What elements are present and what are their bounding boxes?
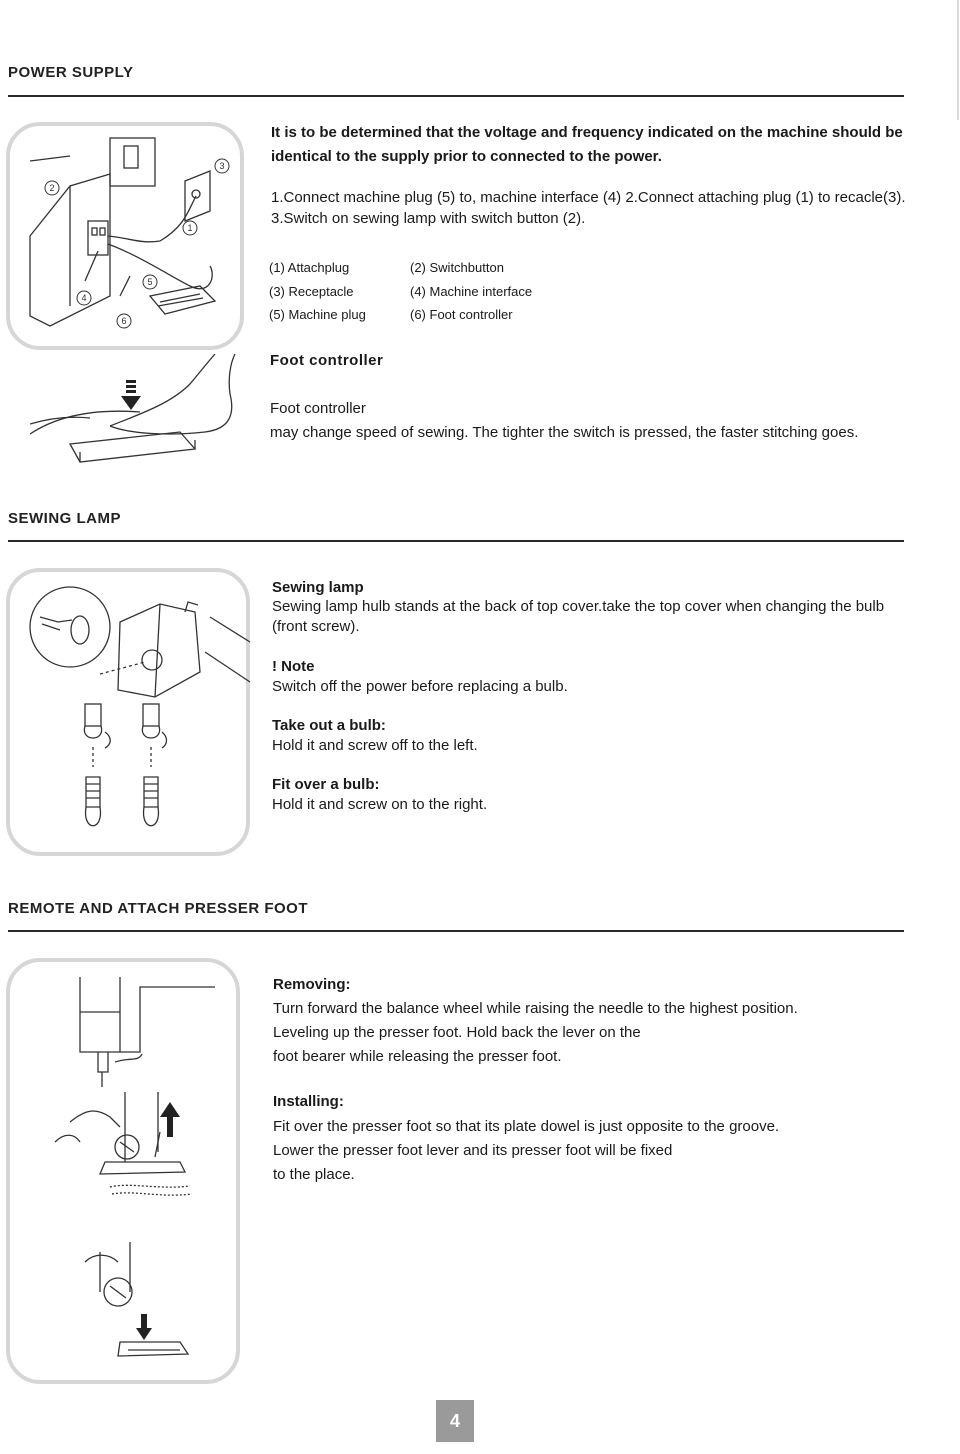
section-rule: [8, 95, 904, 97]
presser-foot-figure: [6, 958, 240, 1384]
installing-heading: Installing:: [273, 1093, 344, 1110]
callout-1: 1: [187, 223, 193, 233]
sewing-lamp-figure: [6, 568, 250, 856]
presser-foot-diagram: [10, 962, 244, 1388]
callout-4: 4: [81, 293, 87, 303]
callout-5: 5: [147, 277, 153, 287]
fit-heading: Fit over a bulb:: [272, 776, 380, 793]
part-label: (6) Foot controller: [410, 307, 513, 322]
removing-line-2: Leveling up the presser foot. Hold back the lever on the: [273, 1024, 641, 1041]
foot-controller-line1: Foot controller: [270, 400, 366, 417]
removing-line-3: foot bearer while releasing the presser foot.: [273, 1048, 562, 1065]
machine-plug-diagram: [10, 126, 248, 354]
foot-controller-figure: [30, 354, 244, 468]
presser-foot-title: REMOTE AND ATTACH PRESSER FOOT: [8, 900, 308, 917]
take-out-heading: Take out a bulb:: [272, 717, 386, 734]
part-label: (5) Machine plug: [269, 307, 366, 322]
section-rule: [8, 930, 904, 932]
installing-line-1: Fit over the presser foot so that its plate dowel is just opposite to the groove.: [273, 1118, 780, 1135]
callout-6: 6: [121, 316, 127, 326]
sewing-lamp-desc: Sewing lamp hulb stands at the back of top cover.take the top cover when changing the bulb (front screw).: [272, 598, 885, 635]
power-supply-title: POWER SUPPLY: [8, 64, 134, 81]
part-label: (2) Switchbutton: [410, 260, 504, 275]
callout-2: 2: [49, 183, 55, 193]
sewing-lamp-title: SEWING LAMP: [8, 510, 121, 527]
page-edge-line: [957, 0, 959, 120]
foot-pedal-illustration: [30, 354, 244, 468]
part-label: (4) Machine interface: [410, 284, 533, 299]
foot-controller-line2: may change speed of sewing. The tighter the switch is pressed, the faster stitching goes.: [270, 424, 859, 441]
part-label: (1) Attachplug: [269, 260, 350, 275]
part-label: (3) Receptacle: [269, 284, 354, 299]
power-supply-figure: [6, 122, 244, 350]
page-number: 4: [436, 1400, 474, 1442]
bulb-replacement-diagram: [10, 572, 254, 860]
removing-line-1: Turn forward the balance wheel while raising the needle to the highest position.: [273, 1000, 798, 1017]
installing-line-3: to the place.: [273, 1166, 355, 1183]
power-supply-steps: 1.Connect machine plug (5) to, machine interface (4) 2.Connect attaching plug (1) to recacle(3). 3.Switch on sewing lamp with switch button (2).: [271, 189, 906, 227]
section-rule: [8, 540, 904, 542]
note-text: Switch off the power before replacing a bulb.: [272, 678, 568, 695]
foot-controller-title: Foot controller: [270, 352, 384, 369]
callout-3: 3: [219, 161, 225, 171]
removing-heading: Removing:: [273, 976, 351, 993]
sewing-lamp-heading: Sewing lamp: [272, 579, 364, 596]
note-heading: ! Note: [272, 658, 315, 675]
installing-line-2: Lower the presser foot lever and its presser foot will be fixed: [273, 1142, 673, 1159]
power-supply-intro: It is to be determined that the voltage and frequency indicated on the machine should be identical to the supply prior to connected to the power.: [271, 124, 903, 165]
fit-text: Hold it and screw on to the right.: [272, 796, 488, 813]
take-out-text: Hold it and screw off to the left.: [272, 737, 478, 754]
